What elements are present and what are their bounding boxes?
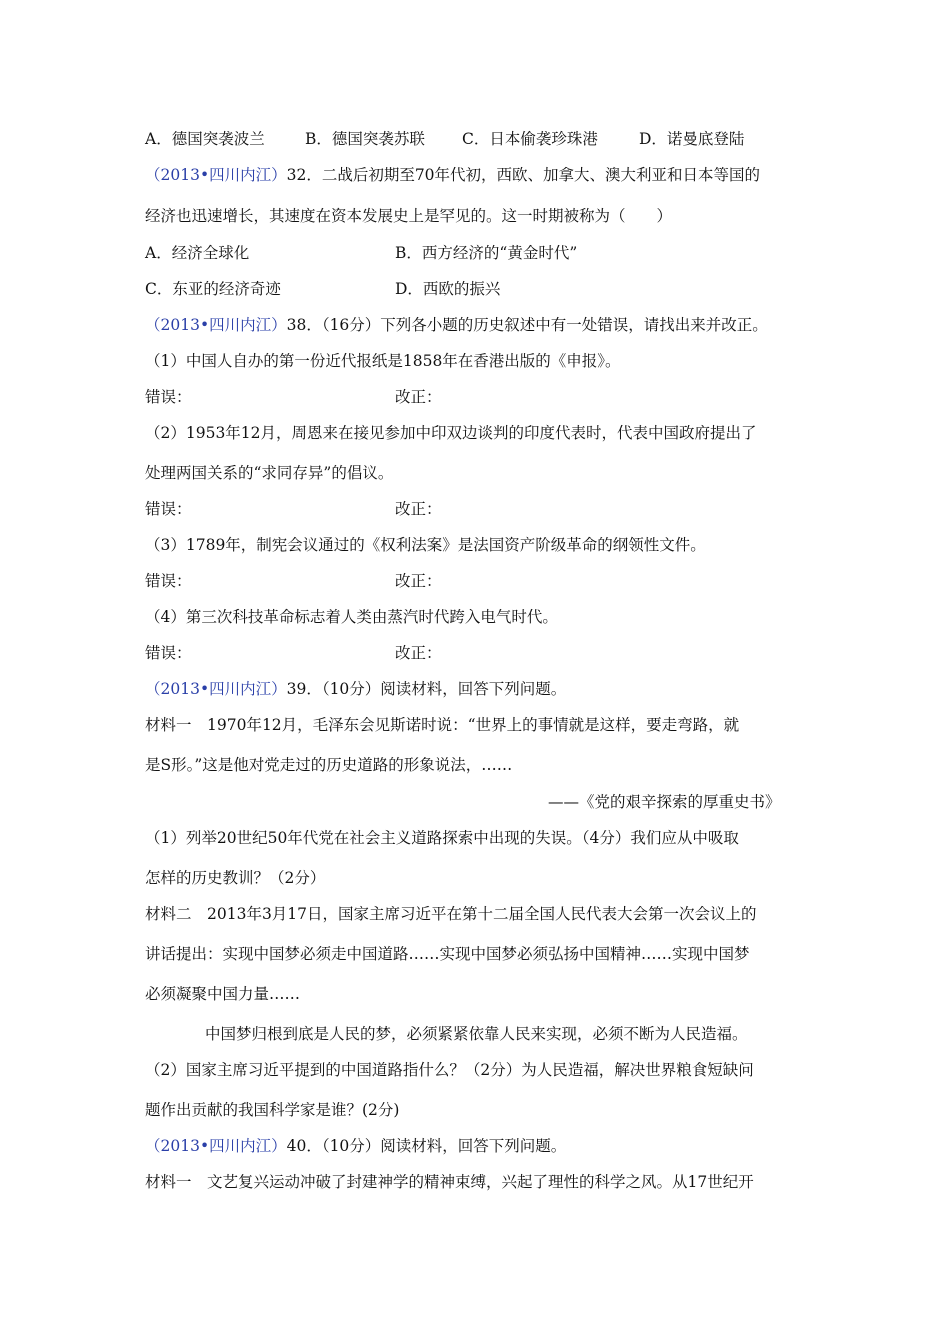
q39-material1-line2: 是S形。”这是他对党走过的历史道路的形象说法，……	[145, 756, 513, 774]
q38-item3-error-label: 错误：	[145, 572, 192, 590]
q32-stem-line1	[145, 163, 760, 185]
q38-item1-error-label: 错误：	[145, 388, 192, 406]
q38-item1-fix-label: 改正：	[395, 388, 442, 406]
q39-question1-line1: （1）列举20世纪50年代党在社会主义道路探索中出现的失误。（4分）我们应从中吸取	[145, 829, 739, 847]
q38-source: （2013•四川内江）	[145, 316, 287, 334]
q39-question2-line2: 题作出贡献的我国科学家是谁？(2分)	[145, 1101, 400, 1119]
q39-stem: 39．（10分）阅读材料，回答下列问题。	[286, 680, 567, 698]
q31-option-c: C．日本偷袭珍珠港	[462, 130, 598, 148]
q38-item3-fix-label: 改正：	[395, 572, 442, 590]
q39-question1-line2: 怎样的历史教训？（2分）	[145, 869, 326, 887]
q39-material1-citation: ——《党的艰辛探索的厚重史书》	[548, 793, 781, 811]
q39-stem-line	[145, 677, 566, 699]
q38-item4: （4）第三次科技革命标志着人类由蒸汽时代跨入电气时代。	[145, 608, 558, 626]
q31-option-a: A．德国突袭波兰	[145, 130, 265, 148]
q31-options	[145, 127, 744, 149]
q38-item2-line2: 处理两国关系的“求同存异”的倡议。	[145, 464, 394, 482]
q38-item4-fix-label: 改正：	[395, 644, 442, 662]
q32-option-b: B．西方经济的“黄金时代”	[395, 244, 578, 262]
q40-material1-line1: 材料一 文艺复兴运动冲破了封建神学的精神束缚，兴起了理性的科学之风。从17世纪开	[145, 1173, 754, 1191]
q40-stem: 40．（10分）阅读材料，回答下列问题。	[286, 1137, 567, 1155]
q39-material2-line2: 讲话提出：实现中国梦必须走中国道路……实现中国梦必须弘扬中国精神……实现中国梦	[145, 945, 750, 963]
q32-stem-1: 32．二战后初期至70年代初，西欧、加拿大、澳大利亚和日本等国的	[286, 166, 761, 184]
q39-source: （2013•四川内江）	[145, 680, 287, 698]
q40-source: （2013•四川内江）	[145, 1137, 287, 1155]
q32-source: （2013•四川内江）	[145, 166, 287, 184]
q39-material2-line3: 必须凝聚中国力量……	[145, 985, 301, 1003]
q38-item1: （1）中国人自办的第一份近代报纸是1858年在香港出版的《申报》。	[145, 352, 621, 370]
q32-option-c: C．东亚的经济奇迹	[145, 280, 281, 298]
q31-option-d: D．诺曼底登陆	[639, 130, 745, 148]
q38-stem: 38．（16分）下列各小题的历史叙述中有一处错误，请找出来并改正。	[286, 316, 768, 334]
q38-item3: （3）1789年，制宪会议通过的《权利法案》是法国资产阶级革命的纲领性文件。	[145, 536, 706, 554]
q40-stem-line	[145, 1134, 566, 1156]
q32-stem-2: 经济也迅速增长，其速度在资本发展史上是罕见的。这一时期被称为（ ）	[145, 207, 673, 225]
q32-option-a: A．经济全球化	[145, 244, 250, 262]
q38-item4-error-label: 错误：	[145, 644, 192, 662]
q32-option-d: D．西欧的振兴	[395, 280, 501, 298]
q39-material2-line4: 中国梦归根到底是人民的梦，必须紧紧依靠人民来实现，必须不断为人民造福。	[205, 1025, 748, 1043]
q39-material1-line1: 材料一 1970年12月，毛泽东会见斯诺时说：“世界上的事情就是这样，要走弯路，就	[145, 716, 740, 734]
q31-option-b: B．德国突袭苏联	[305, 130, 425, 148]
q38-item2-fix-label: 改正：	[395, 500, 442, 518]
q38-stem-line	[145, 313, 768, 335]
q38-item2-line1: （2）1953年12月，周恩来在接见参加中印双边谈判的印度代表时，代表中国政府提出了	[145, 424, 757, 442]
q39-question2-line1: （2）国家主席习近平提到的中国道路指什么？（2分）为人民造福，解决世界粮食短缺问	[145, 1061, 754, 1079]
q38-item2-error-label: 错误：	[145, 500, 192, 518]
q39-material2-line1: 材料二 2013年3月17日，国家主席习近平在第十二届全国人民代表大会第一次会议上的	[145, 905, 757, 923]
